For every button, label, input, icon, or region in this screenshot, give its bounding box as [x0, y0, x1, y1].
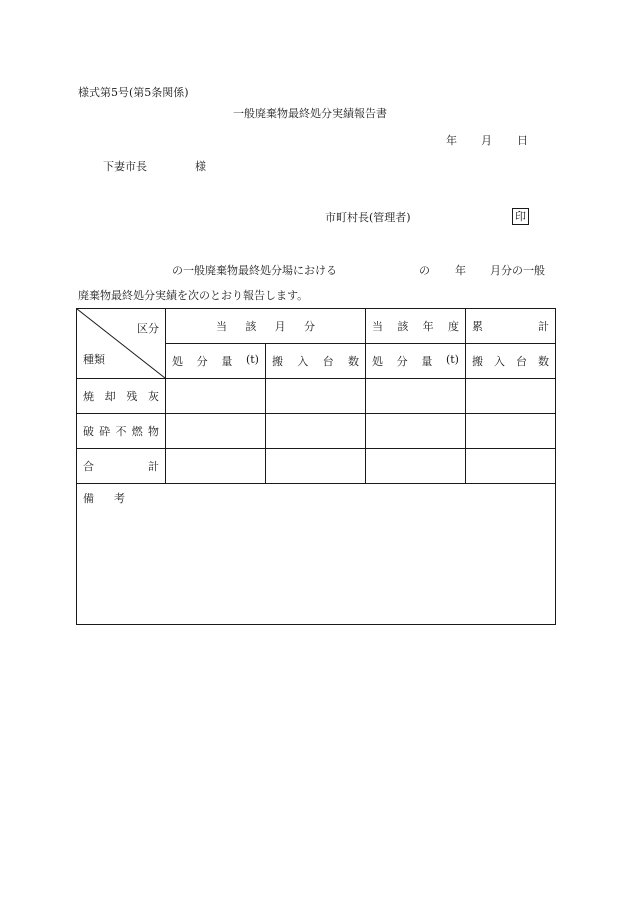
header-current-year: 当 該 年 度: [366, 309, 466, 344]
table-row-crushed-incombustibles: [77, 414, 556, 449]
subheader-month-amount: 処 分 量 (t): [166, 344, 266, 379]
cell-blank: [366, 414, 466, 449]
date-month-label: 月: [481, 134, 492, 147]
cell-blank: [266, 449, 366, 484]
corner-label-category: 区分: [137, 322, 159, 335]
cell-blank: [366, 449, 466, 484]
table-row-incineration-ash: [77, 379, 556, 414]
reporter-label: 市町村長(管理者): [325, 211, 411, 224]
body-text-facility: の一般廃棄物最終処分場における: [172, 264, 337, 277]
cell-blank: [166, 414, 266, 449]
addressee-name: 下妻市長: [103, 160, 147, 173]
cell-blank: [466, 414, 556, 449]
cell-blank: [266, 414, 366, 449]
row-label-total: 合 計: [77, 449, 166, 484]
header-cumulative: 累 計: [466, 309, 556, 344]
report-table: [76, 308, 556, 625]
cell-blank: [466, 449, 556, 484]
subheader-cumulative-count: 搬 入 台 数: [466, 344, 556, 379]
cell-blank: [166, 449, 266, 484]
body-text-no: の: [419, 264, 430, 277]
table-row-remarks: [77, 484, 556, 625]
cell-blank: [166, 379, 266, 414]
body-text-month: 月分の一般: [490, 264, 545, 277]
cell-blank: [466, 379, 556, 414]
subheader-year-amount: 処 分 量 (t): [366, 344, 466, 379]
seal-mark: 印: [512, 208, 529, 225]
row-label-crushed-incombustibles: 破 砕 不 燃 物: [77, 414, 166, 449]
addressee-honorific: 様: [195, 160, 206, 173]
remarks-label: 備 考: [83, 492, 125, 505]
row-label-incineration-ash: 焼 却 残 灰: [77, 379, 166, 414]
body-text-line2: 廃棄物最終処分実績を次のとおり報告します。: [78, 289, 309, 302]
table-header-row: [77, 309, 556, 344]
table-row-total: [77, 449, 556, 484]
remarks-cell: [77, 484, 556, 625]
corner-cell: [77, 309, 166, 379]
form-number-label: 様式第5号(第5条関係): [78, 86, 189, 99]
cell-blank: [266, 379, 366, 414]
date-day-label: 日: [517, 134, 528, 147]
cell-blank: [366, 379, 466, 414]
date-year-label: 年: [446, 134, 457, 147]
subheader-month-count: 搬 入 台 数: [266, 344, 366, 379]
header-current-month: 当 該 月 分: [166, 309, 366, 344]
document-title: 一般廃棄物最終処分実績報告書: [233, 107, 387, 120]
corner-label-type: 種類: [83, 353, 105, 366]
body-text-year: 年: [455, 264, 466, 277]
